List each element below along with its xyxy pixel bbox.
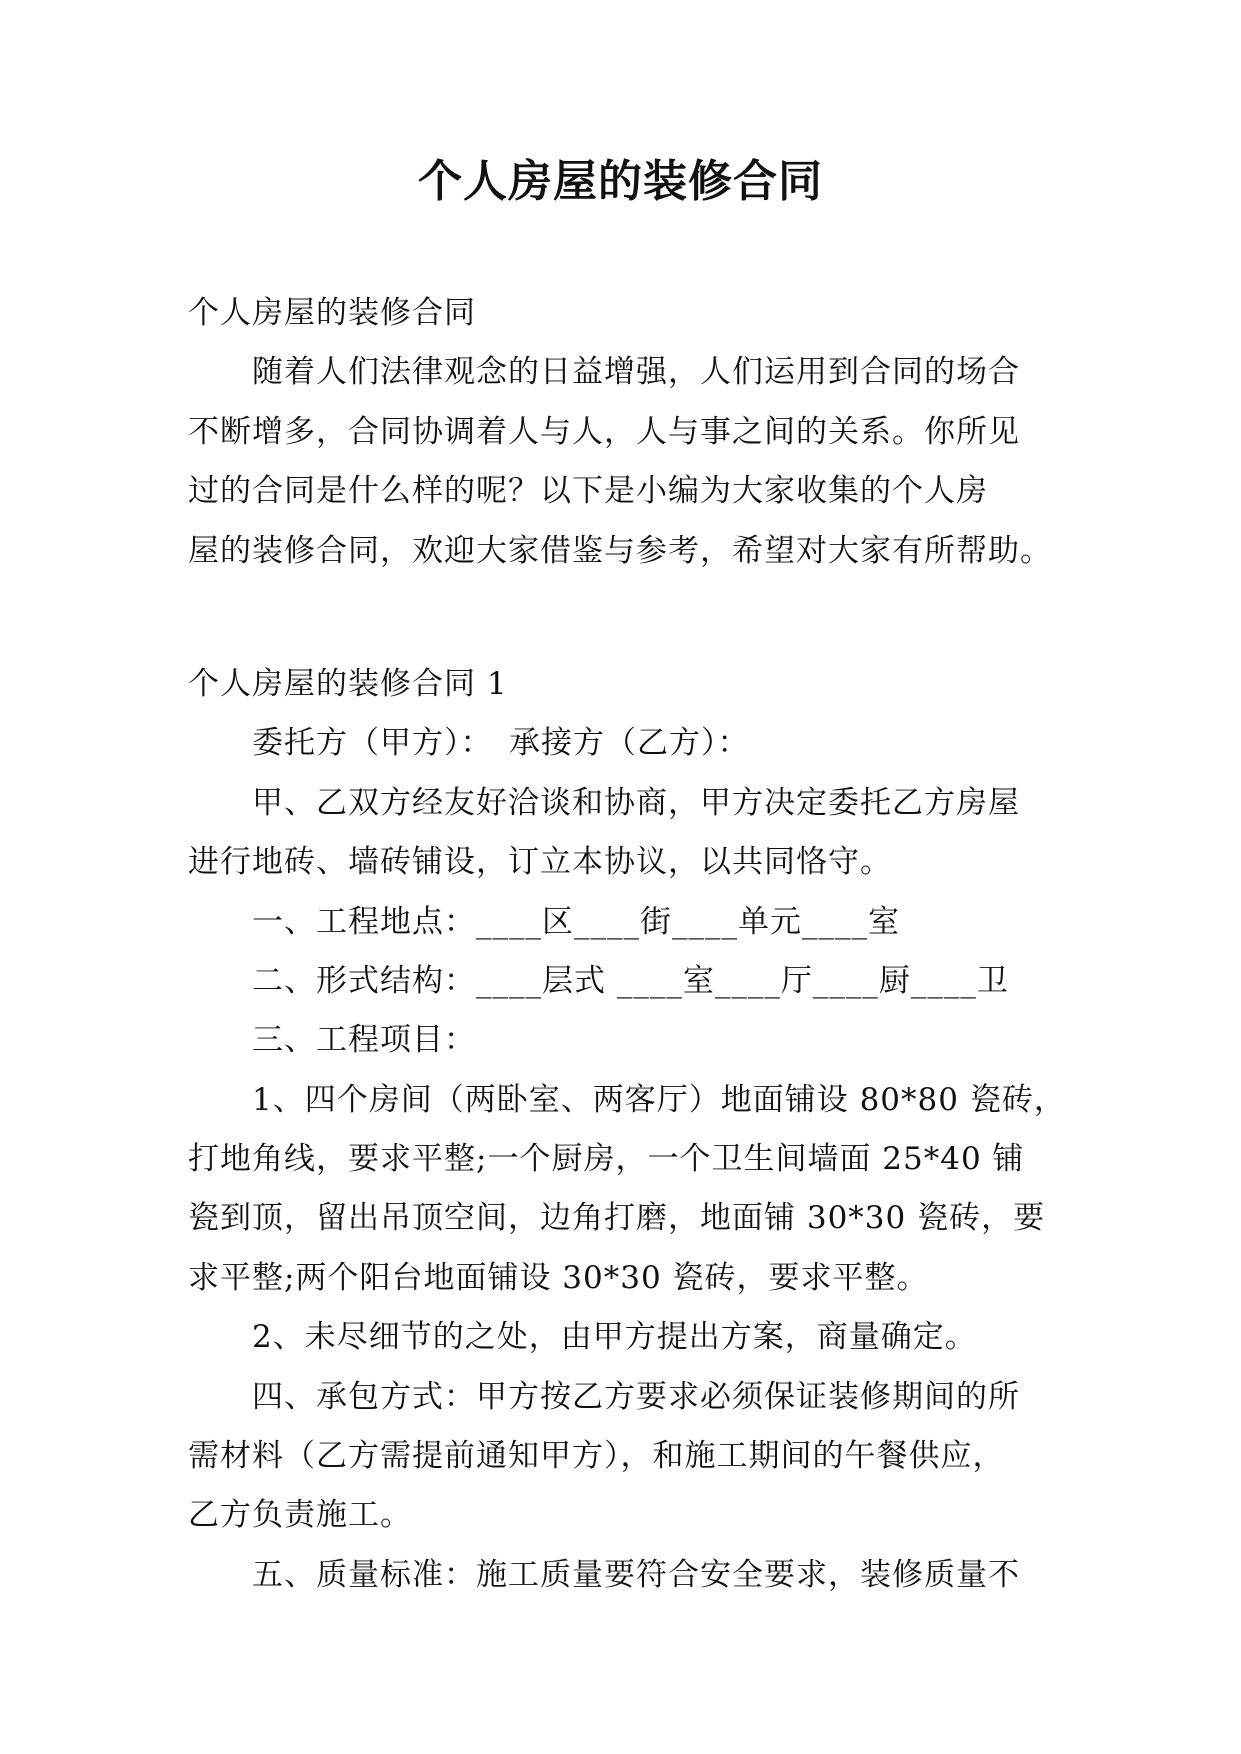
project-item-1-line-1: 1、四个房间（两卧室、两客厅）地面铺设 80*80 瓷砖，: [252, 1081, 1066, 1118]
intro-line-3: 过的合同是什么样的呢？以下是小编为大家收集的个人房: [188, 473, 988, 510]
section-heading: 个人房屋的装修合同 1: [188, 665, 508, 702]
intro-line-1: 随着人们法律观念的日益增强，人们运用到合同的场合: [252, 354, 1020, 391]
clause-quality: 五、质量标准：施工质量要符合安全要求，装修质量不: [252, 1556, 1020, 1593]
document-body: [188, 284, 1066, 1605]
section-gap: [188, 581, 1056, 655]
clause-projects: 三、工程项目：: [252, 1022, 476, 1059]
project-item-1-line-3: 瓷到顶，留出吊顶空间，边角打磨，地面铺 30*30 瓷砖，要: [188, 1200, 1046, 1237]
agreement-line-2: 进行地砖、墙砖铺设，订立本协议，以共同恪守。: [188, 844, 892, 881]
clause-contract-method-line-1: 四、承包方式：甲方按乙方要求必须保证装修期间的所: [252, 1378, 1020, 1415]
project-item-2: 2、未尽细节的之处，由甲方提出方案，商量确定。: [252, 1319, 977, 1356]
intro-line-4: 屋的装修合同，欢迎大家借鉴与参考，希望对大家有所帮助。: [188, 532, 1052, 569]
clause-structure: 二、形式结构：____层式 ____室____厅____厨____卫: [252, 962, 1009, 999]
intro-line-2: 不断增多，合同协调着人与人，人与事之间的关系。你所见: [188, 413, 1020, 450]
document-title: 个人房屋的装修合同: [418, 156, 823, 207]
subtitle-line: 个人房屋的装修合同: [188, 295, 476, 331]
clause-contract-method-line-2: 需材料（乙方需提前通知甲方），和施工期间的午餐供应，: [188, 1438, 1005, 1475]
project-item-1-line-2: 打地角线，要求平整;一个厨房，一个卫生间墙面 25*40 铺: [188, 1141, 1025, 1178]
clause-contract-method-line-3: 乙方负责施工。: [188, 1497, 412, 1534]
clause-location: 一、工程地点：____区____街____单元____室: [252, 903, 900, 940]
parties-line: 委托方（甲方）： 承接方（乙方）：: [252, 725, 750, 762]
project-item-1-line-4: 求平整;两个阳台地面铺设 30*30 瓷砖，要求平整。: [188, 1259, 929, 1296]
agreement-line-1: 甲、乙双方经友好洽谈和协商，甲方决定委托乙方房屋: [252, 784, 1020, 821]
